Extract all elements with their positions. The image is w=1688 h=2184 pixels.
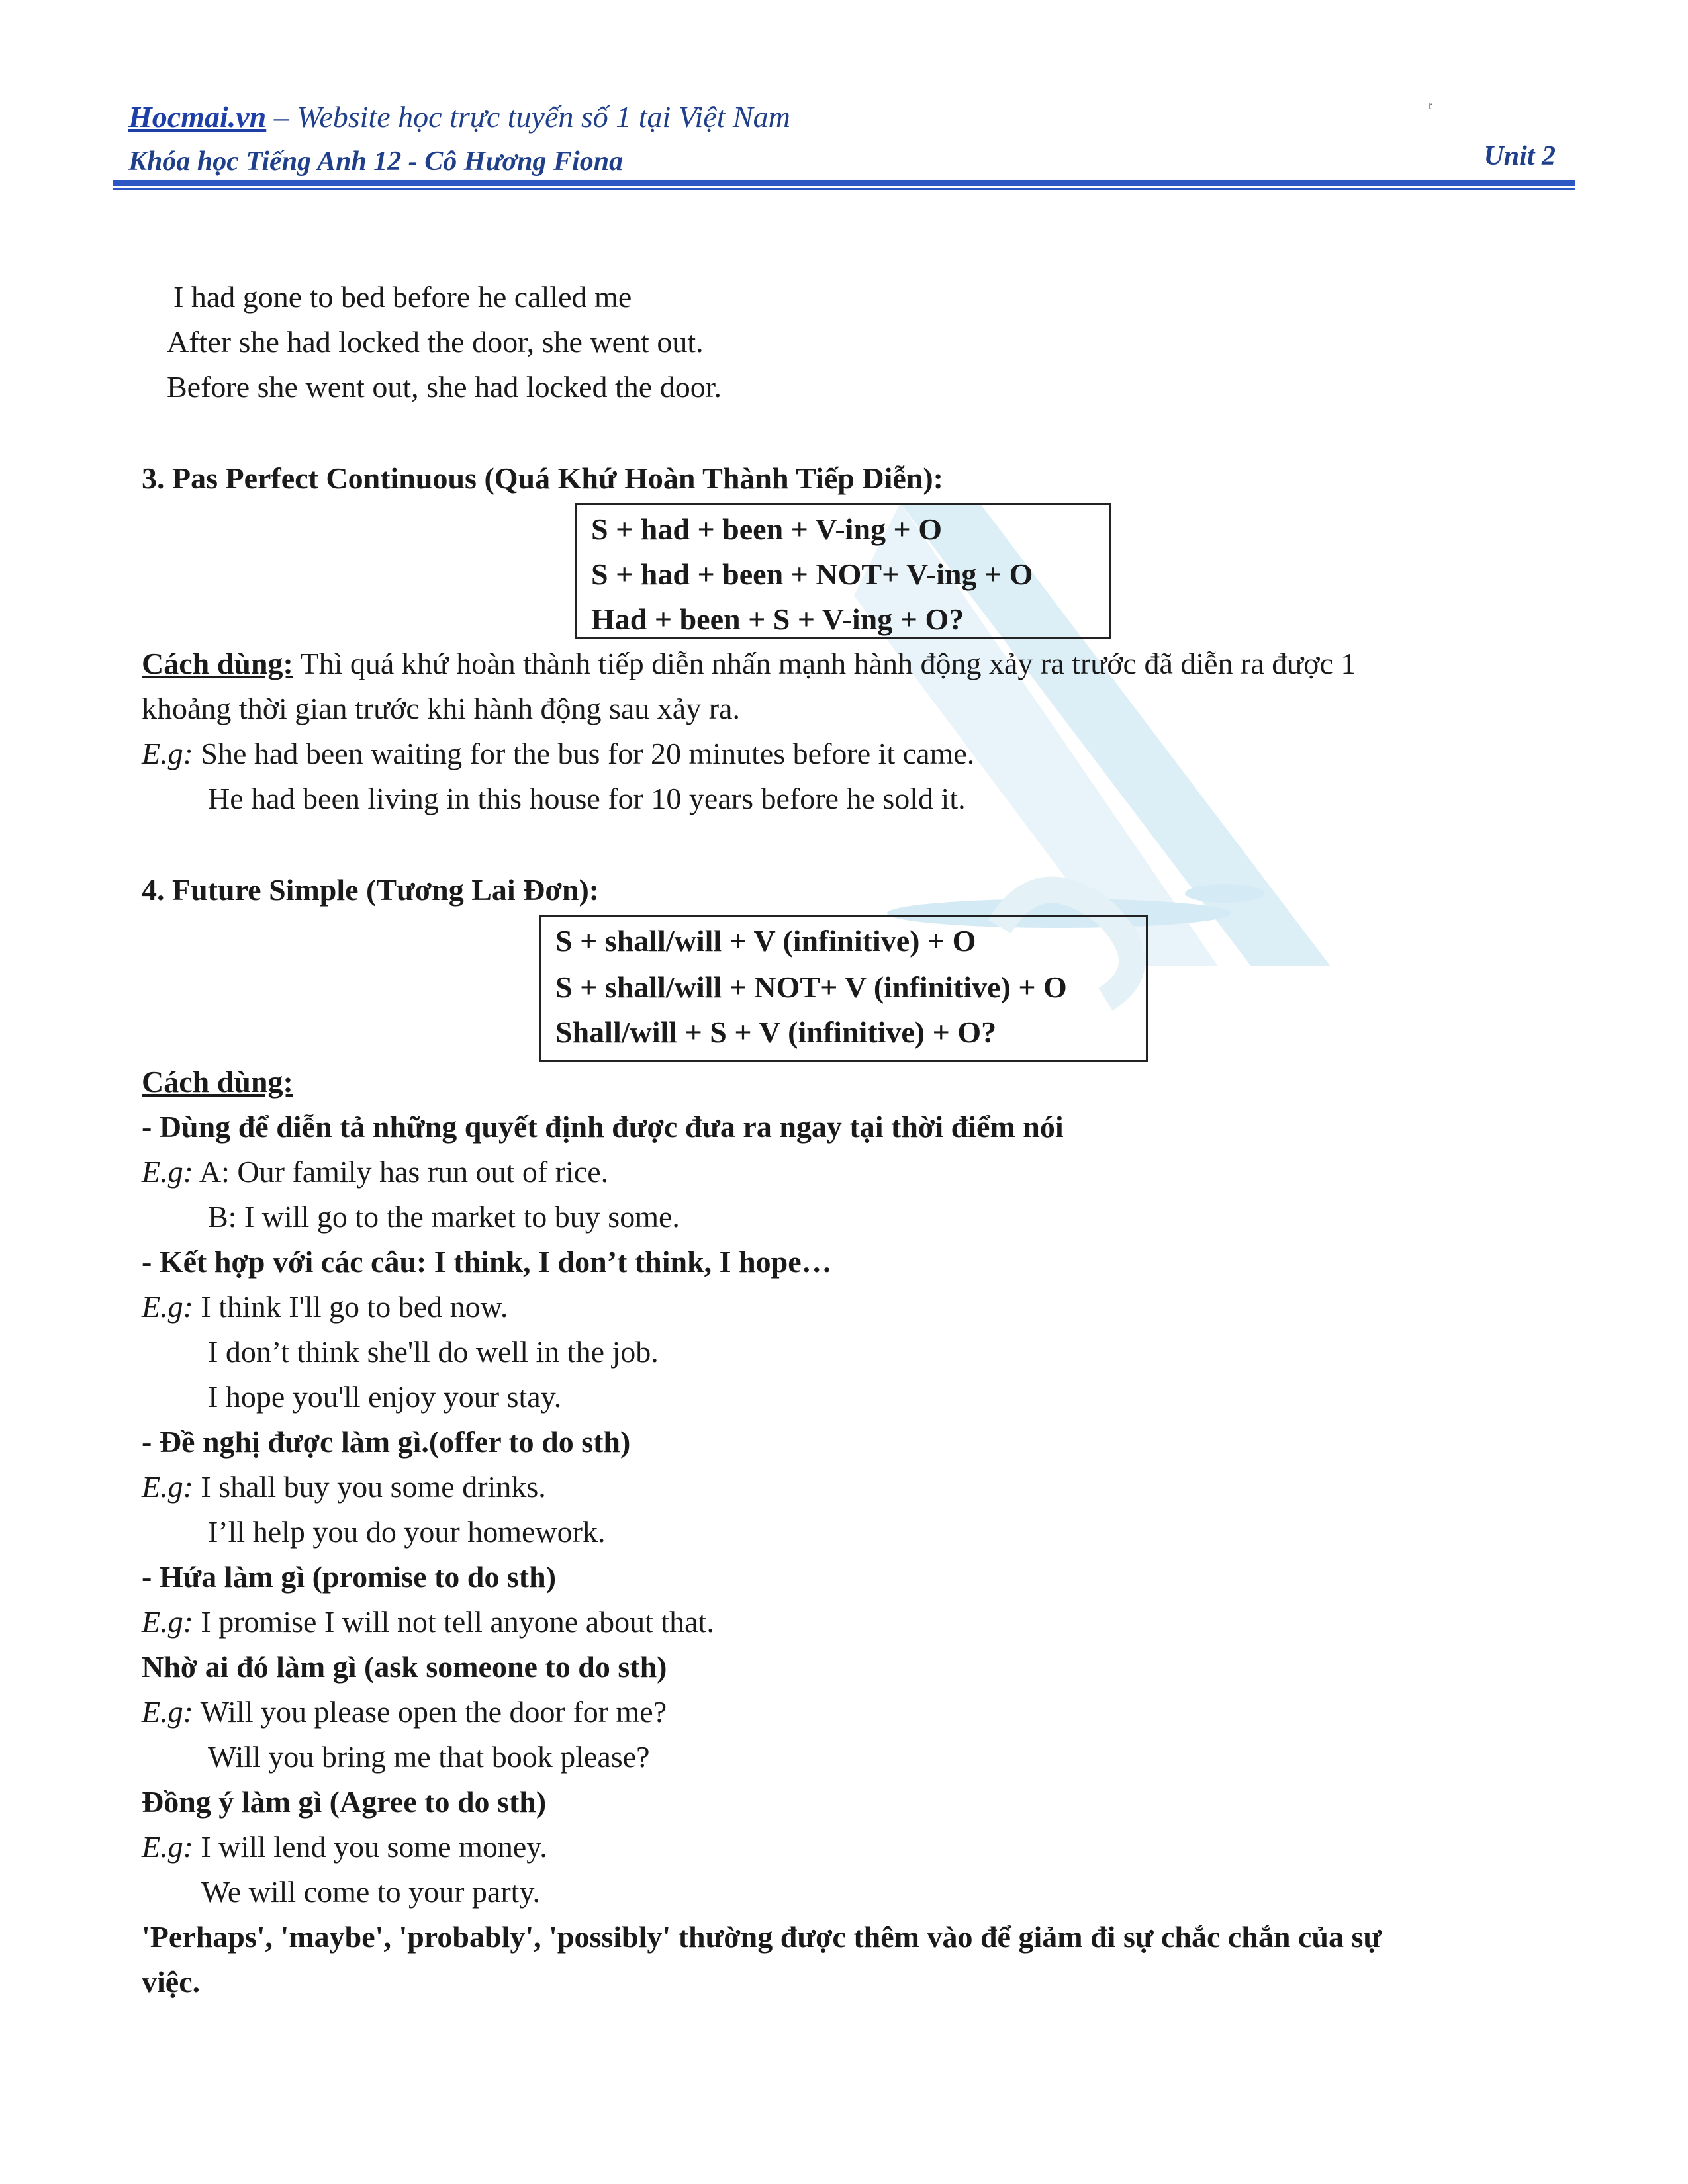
header-line <box>128 99 790 134</box>
eg-label: E.g: <box>142 1290 193 1324</box>
site-link[interactable]: Hocmai.vn <box>128 100 267 134</box>
section3-example: He had been living in this house for 10 years before he sold it. <box>208 782 966 815</box>
section4-usage-label: Cách dùng: <box>142 1065 293 1099</box>
section3-usage-cont: khoảng thời gian trước khi hành động sau xảy ra. <box>142 692 740 725</box>
intro-example: After she had locked the door, she went out. <box>167 325 704 359</box>
usage-example: I don’t think she'll do well in the job. <box>208 1335 659 1369</box>
header-rule <box>113 180 1575 186</box>
formula-negative: S + had + been + NOT+ V-ing + O <box>591 557 1033 591</box>
example-text: I think I'll go to bed now. <box>193 1290 508 1324</box>
eg-label: E.g: <box>142 1155 193 1189</box>
example-text: I promise I will not tell anyone about that. <box>193 1605 714 1639</box>
intro-example: I had gone to bed before he called me <box>173 280 632 314</box>
section3-usage <box>142 649 1356 679</box>
section3-formula-box <box>575 503 1111 639</box>
usage-example: I hope you'll enjoy your stay. <box>208 1380 562 1414</box>
usage-title: - Kết hợp với các câu: I think, I don’t think, I hope… <box>142 1245 832 1279</box>
site-tagline: – Website học trực tuyến số 1 tại Việt Nam <box>266 100 790 134</box>
usage-title: - Đề nghị được làm gì.(offer to do sth) <box>142 1425 631 1459</box>
usage-example: We will come to your party. <box>201 1875 540 1909</box>
usage-example <box>142 1832 547 1862</box>
example-text: I will lend you some money. <box>193 1830 547 1864</box>
eg-label: E.g: <box>142 1605 193 1639</box>
section3-title: 3. Pas Perfect Continuous (Quá Khứ Hoàn Thành Tiếp Diễn): <box>142 461 944 495</box>
usage-title: Nhờ ai đó làm gì (ask someone to do sth) <box>142 1650 667 1684</box>
formula-question: Shall/will + S + V (infinitive) + O? <box>555 1015 997 1049</box>
usage-title: - Hứa làm gì (promise to do sth) <box>142 1560 557 1594</box>
header-rule-thin <box>113 188 1575 190</box>
eg-label: E.g: <box>142 1830 193 1864</box>
usage-example <box>142 1697 667 1727</box>
note-text-cont: việc. <box>142 1965 201 1999</box>
eg-label: E.g: <box>142 1470 193 1504</box>
eg-label: E.g: <box>142 1695 193 1729</box>
usage-example: I’ll help you do your homework. <box>208 1515 606 1549</box>
usage-example <box>142 1472 546 1502</box>
eg-label: E.g: <box>142 737 193 770</box>
usage-example: Will you bring me that book please? <box>208 1740 650 1774</box>
formula-negative: S + shall/will + NOT+ V (infinitive) + O <box>555 970 1067 1004</box>
usage-example <box>142 1157 608 1187</box>
usage-text: Thì quá khứ hoàn thành tiếp diễn nhấn mạnh hành động xảy ra trước đã diễn ra được 1 <box>293 647 1356 680</box>
usage-title: - Dùng để diễn tả những quyết định được đưa ra ngay tại thời điểm nói <box>142 1110 1064 1144</box>
usage-label: Cách dùng: <box>142 647 293 680</box>
course-title: Khóa học Tiếng Anh 12 - Cô Hương Fiona <box>128 146 624 177</box>
example-text: A: Our family has run out of rice. <box>193 1155 609 1189</box>
formula-question: Had + been + S + V-ing + O? <box>591 602 964 636</box>
usage-example: B: I will go to the market to buy some. <box>208 1200 680 1234</box>
formula-affirmative: S + shall/will + V (infinitive) + O <box>555 924 976 958</box>
note-text: 'Perhaps', 'maybe', 'probably', 'possibly' thường được thêm vào để giảm đi sự chắc chắn của sự <box>142 1920 1382 1954</box>
section3-example <box>142 739 974 769</box>
formula-affirmative: S + had + been + V-ing + O <box>591 512 943 546</box>
usage-example <box>142 1607 714 1637</box>
corner-mark: ʳ <box>1429 99 1432 116</box>
unit-label: Unit 2 <box>1483 141 1556 171</box>
intro-example: Before she went out, she had locked the door. <box>167 370 722 404</box>
usage-example <box>142 1292 508 1322</box>
example-text: Will you please open the door for me? <box>193 1695 667 1729</box>
section4-title: 4. Future Simple (Tương Lai Đơn): <box>142 873 600 907</box>
example-text: She had been waiting for the bus for 20 minutes before it came. <box>193 737 975 770</box>
example-text: I shall buy you some drinks. <box>193 1470 546 1504</box>
section4-formula-box <box>539 915 1148 1062</box>
usage-title: Đồng ý làm gì (Agree to do sth) <box>142 1785 547 1819</box>
